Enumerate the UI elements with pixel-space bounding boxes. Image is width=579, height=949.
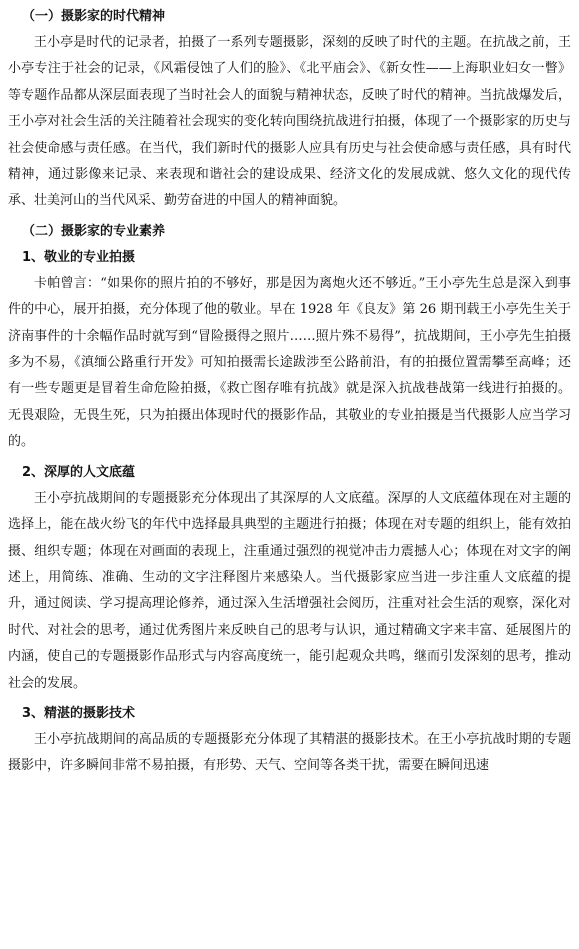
- section-heading-2: （二）摄影家的专业素养: [22, 223, 166, 239]
- section-heading-1: （一）摄影家的时代精神: [22, 9, 166, 24]
- subsection-heading-2: 2、深厚的人文底蕴: [22, 464, 136, 480]
- section-1-paragraph: 王小亭是时代的记录者，拍摄了一系列专题摄影，深刻的反映了时代的主题。在抗战之前，王小亭专注于社会的记录，《风霜侵蚀了人们的脸》、《北平庙会》、《新女性——上海职业妇女一瞥》等专题作品都从深层面表现了当时社会人的面貌与精神状态，反映了时代的精神。当抗战爆发后，王小亭对社会生活的关注随着社会现实的变化转向围绕抗战进行拍摄，体现了一个摄影家的历史与社会使命感与责任感。在当代，我们新时代的摄影人应具有历史与社会使命感与责任感，具有时代精神，通过影像来记录、来表现和谐社会的建设成果、经济文化的发展成就、悠久文化的现代传承、壮美河山的当代风采、勤劳奋进的中国人的精神面貌。: [8, 35, 571, 209]
- subsection-3-paragraph: 王小亭抗战期间的高品质的专题摄影充分体现了其精湛的摄影技术。在王小亭抗战时期的专题摄影中，许多瞬间非常不易拍摄，有形势、天气、空间等各类干扰，需要在瞬间迅速: [8, 731, 571, 774]
- subsection-1-paragraph: 卡帕曾言：“如果你的照片拍的不够好，那是因为离炮火还不够近。”王小亭先生总是深入到事件的中心，展开拍摄，充分体现了他的敬业。早在 1928 年《良友》第 26 期刊载王小亭先生关于济南事件的十余幅作品时就写到“冒险摄得之照片……照片殊不易得”，抗战期间，王小亭先生拍摄多为不易，《滇缅公路重行开发》可知拍摄需长途跋涉至公路前沿，有的拍摄位置需攀至高峰；还有一些专题更是冒着生命危险拍摄，《救亡图存唯有抗战》就是深入抗战巷战第一线进行拍摄的。无畏艰险，无畏生死，只为拍摄出体现时代的摄影作品，其敬业的专业拍摄是当代摄影人应当学习的。: [8, 275, 571, 450]
- subsection-heading-1: 1、敬业的专业拍摄: [22, 249, 136, 265]
- subsection-heading-3: 3、精湛的摄影技术: [22, 705, 136, 721]
- subsection-2-paragraph: 王小亭抗战期间的专题摄影充分体现出了其深厚的人文底蕴。深厚的人文底蕴体现在对主题的选择上，能在战火纷飞的年代中选择最具典型的主题进行拍摄；体现在对专题的组织上，能有效拍摄、组织专题；体现在对画面的表现上，注重通过强烈的视觉冲击力震撼人心；体现在对文字的阐述上，用简练、准确、生动的文字注释图片来感染人。当代摄影家应当进一步注重人文底蕴的提升，通过阅读、学习提高理论修养，通过深入生活增强社会阅历，注重对社会生活的观察，深化对时代、对社会的思考，通过优秀图片来反映自己的思考与认识，通过精确文字来丰富、延展图片的内涵，使自己的专题摄影作品形式与内容高度统一，能引起观众共鸣，继而引发深刻的思考，推动社会的发展。: [8, 490, 571, 691]
